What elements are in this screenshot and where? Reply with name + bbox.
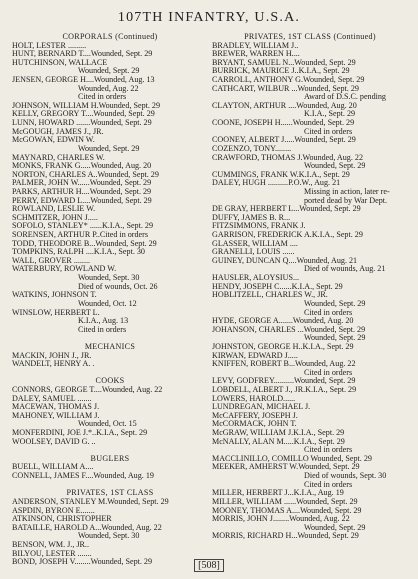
- entry-continuation: K.I.A., Aug. 13: [78, 317, 129, 326]
- roster-entry: McGOUGH, JAMES J., JR.: [12, 127, 104, 136]
- roster-entry: MILLER, HERBERT J...K.I.A., Aug. 19: [212, 489, 344, 498]
- roster-entry: [12, 334, 208, 343]
- roster-entry: CRAWFORD, THOMAS J.Wounded, Aug. 22: [212, 153, 363, 162]
- entry-continuation: K.I.A., Sept. 29: [304, 110, 356, 119]
- roster-entry: PERRY, EDWARD L....Wounded, Sept. 29: [12, 196, 152, 205]
- roster-entry: SOFOLO, STANLEY* ......K.I.A., Sept. 29: [12, 222, 153, 231]
- roster-entry: McCAFFERY, JOSEPH J.: [212, 411, 298, 420]
- roster-entry: NORTON, CHARLES A..Wounded, Sept. 29: [12, 170, 159, 179]
- section-heading: CORPORALS (Continued): [62, 33, 158, 41]
- entry-continuation: Wounded, Oct. 15: [78, 420, 137, 429]
- roster-entry: KELLY, GREGORY T....Wounded, Sept. 29: [12, 110, 155, 119]
- roster-entry: PALMER, JOHN W......Wounded, Sept. 29: [12, 179, 152, 188]
- page-footer: [0, 560, 418, 571]
- roster-entry: DUFFY, JAMES B. R...: [212, 213, 291, 222]
- entry-continuation: Wounded, Sept. 29: [78, 67, 140, 76]
- roster-entry: GARRISON, FREDERICK A.K.I.A., Sept. 29: [212, 231, 363, 240]
- section-heading: COOKS: [95, 377, 125, 386]
- roster-entry: MAHONEY, WILLIAM J.: [12, 411, 100, 420]
- entry-continuation: Wounded, Sept. 29: [304, 523, 366, 532]
- entry-continuation: Wounded, Sept. 29: [78, 144, 140, 153]
- roster-entry: [12, 446, 208, 455]
- roster-entry: FITZSIMMONS, FRANK J.: [212, 222, 306, 231]
- roster-entry: MILLER, WILLIAM ......Wounded, Sept. 29: [212, 497, 358, 506]
- roster-entry: WATERBURY, ROWLAND W.: [12, 265, 117, 274]
- roster-entry: BOND, JOSEPH V........Wounded, Sept. 29: [12, 558, 153, 567]
- entry-continuation: Missing in action, later re-: [304, 187, 390, 196]
- roster-entry: JOHNSTON, GEORGE H..K.I.A., Sept. 29: [212, 342, 354, 351]
- entry-continuation: Wounded, Sept. 29: [304, 299, 366, 308]
- roster-entry: HAUSLER, ALOYSIUS...: [212, 274, 300, 283]
- roster-entry: WANDELT, HENRY A. .: [12, 360, 95, 369]
- roster-entry: ANDERSON, STANLEY M.Wounded, Sept. 29: [12, 497, 169, 506]
- roster-entry: MORRIS, JOHN J........Wounded, Aug. 22: [212, 515, 350, 524]
- roster-entry: WINSLOW, HERBERT L.: [12, 308, 100, 317]
- roster-entry: WOOLSEY, DAVID G. ..: [12, 437, 96, 446]
- roster-entry: PARKS, ARTHUR H....Wounded, Sept. 29: [12, 187, 152, 196]
- roster-entry: CARROLL, ANTHONY G.Wounded, Sept. 29: [212, 76, 365, 85]
- roster-entry: TOMPKINS, RALPH ....K.I.A., Sept. 30: [12, 248, 145, 257]
- entry-continuation: Cited in orders: [304, 368, 353, 377]
- entry-continuation: Cited in orders: [304, 127, 353, 136]
- roster-entry: CONNELL, JAMES F....Wounded, Aug. 19: [12, 472, 154, 481]
- roster-entry: KIRWAN, EDWARD J.....: [212, 351, 298, 360]
- roster-entry: BATAILLE, HAROLD A...Wounded, Aug. 22: [12, 523, 162, 532]
- roster-entry: LEVY, GODFREY..........Wounded, Sept. 29: [212, 377, 356, 386]
- roster-entry: TODD, THEODORE B...Wounded, Sept. 29: [12, 239, 157, 248]
- roster-entry: GLASSER, WILLIAM ....: [212, 239, 298, 248]
- page-number: [508]: [194, 559, 224, 572]
- entry-continuation: Wounded, Sept. 29: [304, 334, 366, 343]
- roster-entry: CONNORS, GEORGE T....Wounded, Aug. 22: [12, 385, 163, 394]
- roster-entry: SORENSEN, ARTHUR P..Cited in orders: [12, 231, 148, 240]
- entry-continuation: Wounded, Sept. 29: [304, 162, 366, 171]
- entry-continuation: Wounded, Oct. 12: [78, 299, 137, 308]
- roster-entry: MONKS, FRANK G.....Wounded, Aug. 20: [12, 162, 152, 171]
- roster-entry: WATKINS, JOHNSON T.: [12, 291, 97, 300]
- entry-continuation: Wounded, Sept. 30: [78, 532, 140, 541]
- entry-continuation: Award of D.S.C. pending: [304, 93, 386, 102]
- entry-continuation: Cited in orders: [304, 480, 353, 489]
- roster-entry: ATKINSON, CHRISTOPHER: [12, 515, 112, 524]
- roster-entry: GUINEY, DUNCAN Q....Wounded, Aug. 21: [212, 256, 358, 265]
- roster-entry: LUNN, HOWARD .......Wounded, Sept. 29: [12, 119, 152, 128]
- roster-entry: BILYOU, LESTER .......: [12, 549, 92, 558]
- entry-continuation: Cited in orders: [78, 325, 127, 334]
- roster-entry: KNIFFEN, ROBERT B...Wounded, Aug. 22: [212, 360, 356, 369]
- entry-continuation: Died of wounds, Aug. 21: [304, 265, 386, 274]
- roster-entry: HUNT, BERNARD T....Wounded, Sept. 29: [12, 50, 153, 59]
- roster-entry: JENSEN, GEORGE H....Wounded, Aug. 13: [12, 76, 155, 85]
- roster-entry: HUTCHINSON, WALLACE: [12, 58, 108, 67]
- roster-entry: COONE, JOSEPH H......Wounded, Sept. 29: [212, 119, 355, 128]
- roster-entry: McGOWAN, EDWIN W.: [12, 136, 95, 145]
- roster-entry: BUELL, WILLIAM A....: [12, 463, 94, 472]
- roster-entry: BRYANT, SAMUEL N...Wounded, Sept. 29: [212, 58, 356, 67]
- roster-entry: JOHNSON, WILLIAM H.Wounded, Sept. 29: [12, 101, 161, 110]
- section-heading: MECHANICS: [84, 342, 136, 351]
- roster-entry: MONFERDINI, JOE J.*..K.I.A., Sept. 29: [12, 429, 148, 438]
- roster-entry: SCHMITZER, JOHN J.....: [12, 213, 98, 222]
- roster-entry: [12, 369, 208, 378]
- roster-entry: CATHCART, WILBUR ...Wounded, Sept. 29: [212, 84, 359, 93]
- left-column: [12, 33, 208, 567]
- roster-entry: MACEWAN, THOMAS J.: [12, 403, 100, 412]
- roster-entry: MEEKER, AMHERST W.Wounded, Sept. 29: [212, 463, 360, 472]
- roster-entry: MACCLINILLO, COMILLO Wounded, Sept. 29: [212, 454, 372, 463]
- entry-continuation: ported dead by War Dept.: [304, 196, 388, 205]
- roster-entry: McCORMACK, JOHN T.: [212, 420, 297, 429]
- roster-entry: COZENZO, TONY........: [212, 144, 292, 153]
- roster-entry: BENSON, WM. J., JR..: [12, 540, 89, 549]
- entry-continuation: Cited in orders: [304, 308, 353, 317]
- right-column: [212, 33, 408, 541]
- section-heading: BUGLERS: [90, 454, 130, 463]
- roster-entry: LOBDELL, ALBERT J., JR.K.I.A., Sept. 29: [212, 385, 357, 394]
- entry-continuation: Died of wounds, Sept. 30: [304, 472, 387, 481]
- roster-entry: JOHANSON, CHARLES ...Wounded, Sept. 29: [212, 325, 366, 334]
- roster-entry: HYDE, GEORGE A.......Wounded, Aug. 20: [212, 317, 354, 326]
- roster-entry: COONEY, ALBERT J.....Wounded, Sept. 29: [212, 136, 356, 145]
- roster-entry: WALL, GROVER ........: [12, 256, 91, 265]
- roster-entry: LOWERS, HAROLD......: [212, 394, 296, 403]
- roster-entry: HENDY, JOSEPH C......K.I.A., Sept. 29: [212, 282, 343, 291]
- roster-entry: MAYNARD, CHARLES W.: [12, 153, 105, 162]
- roster-entry: HOBLITZELL, CHARLES W., JR.: [212, 291, 328, 300]
- roster-entry: McNALLY, ALAN M.....K.I.A., Sept. 29: [212, 437, 345, 446]
- roster-entry: [12, 481, 208, 490]
- roster-entry: CLAYTON, ARTHUR ....Wounded, Aug. 20: [212, 101, 357, 110]
- entry-continuation: Cited in orders: [304, 446, 353, 455]
- roster-entry: LUNDREGAN, MICHAEL J.: [212, 403, 311, 412]
- roster-entry: BURRICK, MAURICE J..K.I.A., Sept. 29: [212, 67, 350, 76]
- roster-entry: DALEY, SAMUEL .......: [12, 394, 92, 403]
- page-header: 107TH INFANTRY, U.S.A.: [117, 10, 301, 25]
- roster-entry: MOONEY, THOMAS A....Wounded, Sept. 29: [212, 506, 362, 515]
- entry-continuation: Died of wounds, Oct. 26: [78, 282, 158, 291]
- roster-entry: BRADLEY, WILLIAM J..: [212, 41, 299, 50]
- roster-entry: MORRIS, RICHARD H...Wounded, Sept. 29: [212, 532, 359, 541]
- roster-entry: McGRAW, WILLIAM J.K.I.A., Sept. 29: [212, 429, 345, 438]
- roster-entry: ROWLAND, LESLIE W.: [12, 205, 96, 214]
- roster-entry: ASPDIN, BYRON E.......: [12, 506, 95, 515]
- roster-entry: DE GRAY, HERBERT L...Wounded, Sept. 29: [212, 205, 361, 214]
- entry-continuation: Cited in orders: [78, 93, 127, 102]
- roster-entry: GRANELLI, LOUIS ......: [212, 248, 295, 257]
- roster-entry: BREWER, WARREN H....: [212, 50, 300, 59]
- roster-entry: MACKIN, JOHN J., JR.: [12, 351, 92, 360]
- entry-continuation: Wounded, Sept. 30: [78, 274, 140, 283]
- roster-entry: DALEY, HUGH ..........P.O.W., Aug. 21: [212, 179, 341, 188]
- entry-continuation: Wounded, Aug. 22: [78, 84, 139, 93]
- roster-entry: CUMMINGS, FRANK W.K.I.A., Sept. 29: [212, 170, 350, 179]
- roster-entry: HOLT, LESTER .........: [12, 41, 87, 50]
- section-heading: PRIVATES, 1ST CLASS (Continued): [244, 33, 376, 41]
- section-heading: PRIVATES, 1ST CLASS: [66, 489, 154, 498]
